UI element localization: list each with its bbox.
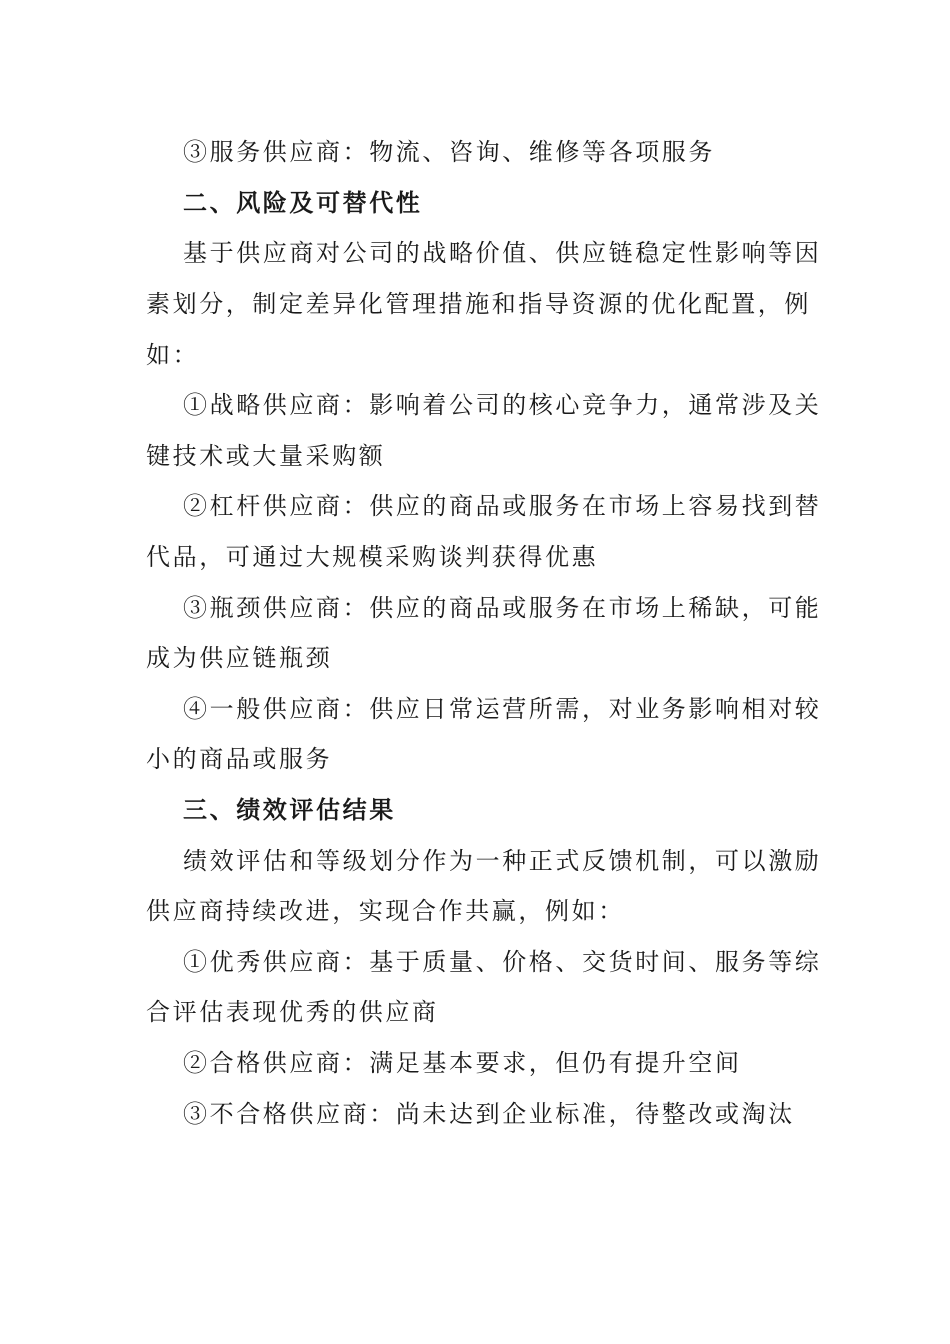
list-item-unqualified-supplier: ③不合格供应商：尚未达到企业标准，待整改或淘汰: [183, 1100, 795, 1128]
list-item-excellent-supplier: ①优秀供应商：基于质量、价格、交货时间、服务等综: [183, 948, 822, 976]
section-heading-risk: 二、风险及可替代性: [183, 188, 423, 217]
list-item-qualified-supplier: ②合格供应商：满足基本要求，但仍有提升空间: [183, 1049, 742, 1077]
list-item-continuation: 成为供应链瓶颈: [146, 644, 333, 672]
list-item-leverage-supplier: ②杠杆供应商：供应的商品或服务在市场上容易找到替: [183, 492, 822, 520]
paragraph-line: 如：: [146, 341, 200, 369]
paragraph-line: 基于供应商对公司的战略价值、供应链稳定性影响等因: [183, 239, 822, 267]
list-item-continuation: 键技术或大量采购额: [146, 442, 386, 470]
list-item-bottleneck-supplier: ③瓶颈供应商：供应的商品或服务在市场上稀缺，可能: [183, 594, 822, 622]
list-item-general-supplier: ④一般供应商：供应日常运营所需，对业务影响相对较: [183, 695, 822, 723]
list-item-continuation: 小的商品或服务: [146, 745, 333, 773]
paragraph-line: 素划分，制定差异化管理措施和指导资源的优化配置，例: [146, 290, 811, 318]
paragraph-line: 绩效评估和等级划分作为一种正式反馈机制，可以激励: [183, 847, 822, 875]
section-heading-performance: 三、绩效评估结果: [183, 795, 396, 824]
paragraph-line: 供应商持续改进，实现合作共赢，例如：: [146, 897, 625, 925]
list-item-continuation: 代品，可通过大规模采购谈判获得优惠: [146, 543, 599, 571]
list-item-strategic-supplier: ①战略供应商：影响着公司的核心竞争力，通常涉及关: [183, 391, 822, 419]
list-item-continuation: 合评估表现优秀的供应商: [146, 998, 439, 1026]
list-item-service-supplier: ③服务供应商：物流、咨询、维修等各项服务: [183, 138, 715, 166]
